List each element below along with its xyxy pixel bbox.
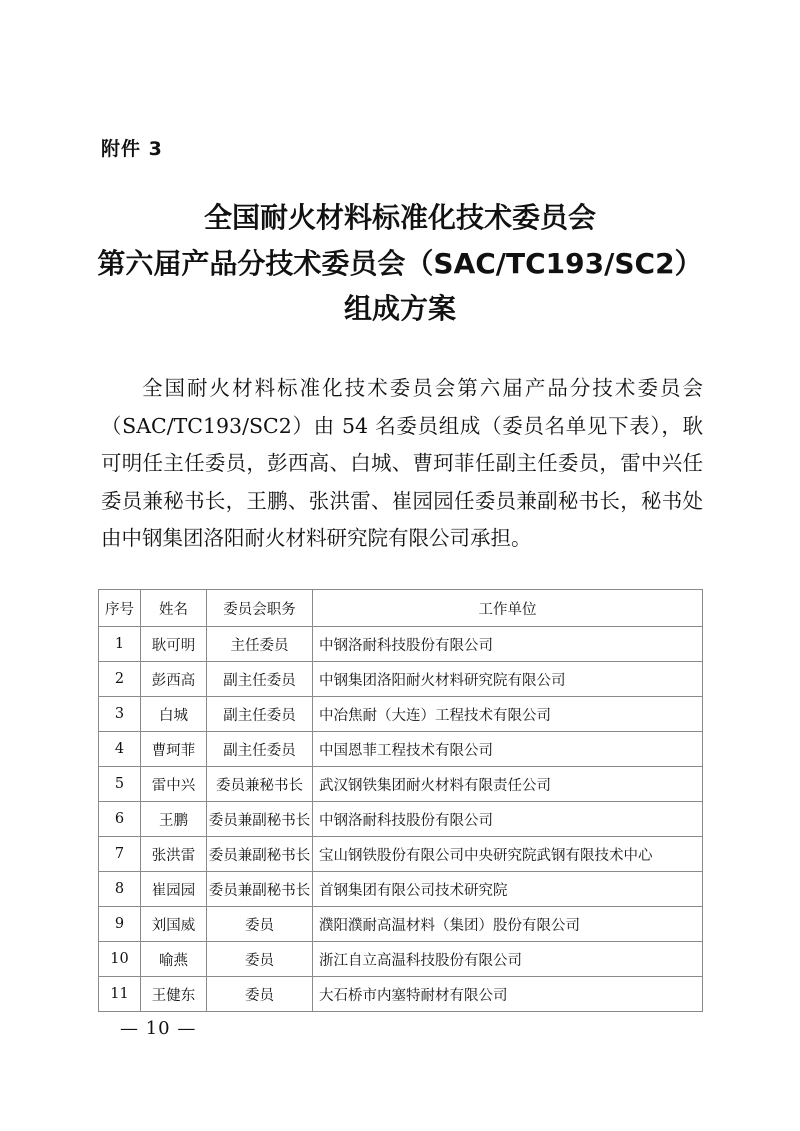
table-row <box>99 767 703 802</box>
cell-role: 委员兼副秘书长 <box>207 872 313 907</box>
cell-role: 委员 <box>207 907 313 942</box>
table-row <box>99 802 703 837</box>
cell-name: 耿可明 <box>141 627 207 662</box>
cell-name: 白城 <box>141 697 207 732</box>
cell-no: 1 <box>99 627 141 662</box>
page-number: — 10 — <box>120 1018 197 1039</box>
cell-no: 10 <box>99 942 141 977</box>
cell-name: 张洪雷 <box>141 837 207 872</box>
cell-name: 王鹏 <box>141 802 207 837</box>
cell-unit: 中国恩菲工程技术有限公司 <box>313 732 703 767</box>
table-row <box>99 627 703 662</box>
table-row <box>99 697 703 732</box>
cell-no: 5 <box>99 767 141 802</box>
cell-no: 11 <box>99 977 141 1012</box>
table-row <box>99 662 703 697</box>
attachment-label: 附件 3 <box>101 138 163 160</box>
cell-no: 4 <box>99 732 141 767</box>
cell-role: 委员兼副秘书长 <box>207 802 313 837</box>
cell-no: 9 <box>99 907 141 942</box>
document-title-line-1: 全国耐火材料标准化技术委员会 <box>203 201 596 234</box>
table-row <box>99 907 703 942</box>
cell-no: 3 <box>99 697 141 732</box>
cell-no: 6 <box>99 802 141 837</box>
cell-name: 彭西高 <box>141 662 207 697</box>
document-title-line-2: 第六届产品分技术委员会（SAC/TC193/SC2） <box>97 247 703 280</box>
header-no: 序号 <box>99 590 141 627</box>
cell-unit: 浙江自立高温科技股份有限公司 <box>313 942 703 977</box>
cell-role: 副主任委员 <box>207 697 313 732</box>
cell-unit: 大石桥市内塞特耐材有限公司 <box>313 977 703 1012</box>
cell-role: 副主任委员 <box>207 732 313 767</box>
cell-name: 崔园园 <box>141 872 207 907</box>
cell-no: 2 <box>99 662 141 697</box>
table-row <box>99 872 703 907</box>
cell-role: 主任委员 <box>207 627 313 662</box>
intro-paragraph: 全国耐火材料标准化技术委员会第六届产品分技术委员会（SAC/TC193/SC2）由 54 名委员组成（委员名单见下表），耿可明任主任委员，彭西高、白城、曹珂菲任副主任委员，雷中兴任委员兼秘书长，王鹏、张洪雷、崔园园任委员兼副秘书长，秘书处由中钢集团洛阳耐火材料研究院有限公司承担。 <box>101 376 703 550</box>
cell-unit: 宝山钢铁股份有限公司中央研究院武钢有限技术中心 <box>313 837 703 872</box>
members-table <box>98 589 703 1012</box>
header-role: 委员会职务 <box>207 590 313 627</box>
cell-no: 8 <box>99 872 141 907</box>
cell-no: 7 <box>99 837 141 872</box>
cell-unit: 中钢洛耐科技股份有限公司 <box>313 627 703 662</box>
cell-role: 委员 <box>207 977 313 1012</box>
cell-name: 喻燕 <box>141 942 207 977</box>
table-row <box>99 977 703 1012</box>
cell-role: 副主任委员 <box>207 662 313 697</box>
table-header-row <box>99 590 703 627</box>
cell-unit: 中冶焦耐（大连）工程技术有限公司 <box>313 697 703 732</box>
table-row <box>99 942 703 977</box>
cell-unit: 濮阳濮耐高温材料（集团）股份有限公司 <box>313 907 703 942</box>
header-name: 姓名 <box>141 590 207 627</box>
document-title-line-3: 组成方案 <box>343 292 456 325</box>
cell-role: 委员兼副秘书长 <box>207 837 313 872</box>
cell-role: 委员 <box>207 942 313 977</box>
header-unit: 工作单位 <box>313 590 703 627</box>
table-row <box>99 732 703 767</box>
cell-name: 雷中兴 <box>141 767 207 802</box>
cell-name: 王健东 <box>141 977 207 1012</box>
cell-unit: 武汉钢铁集团耐火材料有限责任公司 <box>313 767 703 802</box>
cell-name: 刘国威 <box>141 907 207 942</box>
table-row <box>99 837 703 872</box>
cell-role: 委员兼秘书长 <box>207 767 313 802</box>
cell-unit: 中钢洛耐科技股份有限公司 <box>313 802 703 837</box>
cell-unit: 首钢集团有限公司技术研究院 <box>313 872 703 907</box>
cell-unit: 中钢集团洛阳耐火材料研究院有限公司 <box>313 662 703 697</box>
cell-name: 曹珂菲 <box>141 732 207 767</box>
